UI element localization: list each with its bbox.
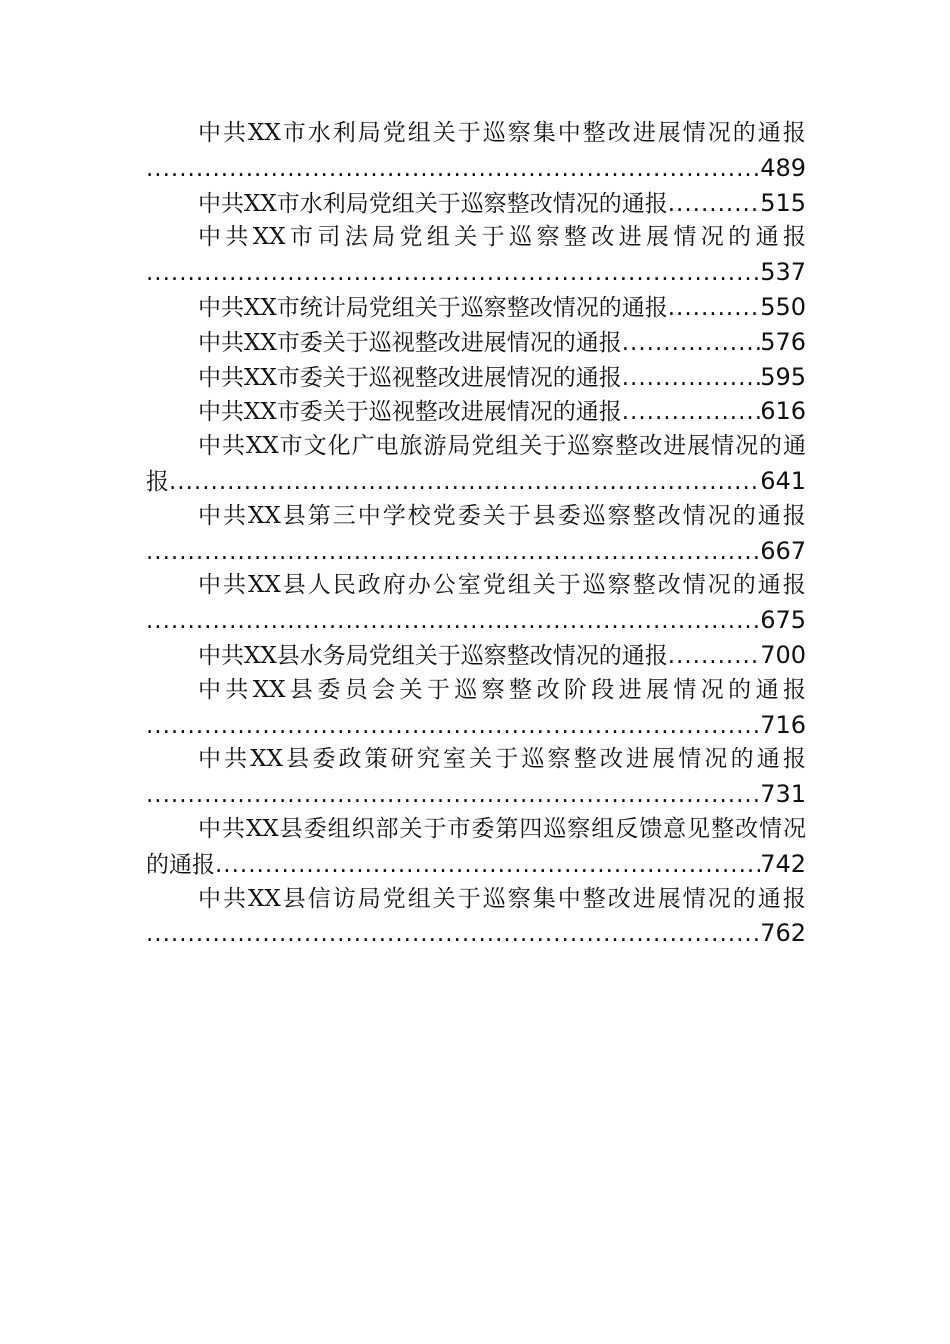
dot-leader	[146, 709, 760, 743]
dot-leader	[622, 395, 760, 429]
toc-entry[interactable]	[146, 568, 806, 638]
page-number: 700	[760, 640, 806, 669]
toc-entry[interactable]	[146, 325, 806, 360]
toc-entry-title: 中共XX市委关于巡视整改进展情况的通报	[198, 329, 622, 356]
page-number: 742	[760, 849, 806, 878]
page-number: 489	[760, 153, 806, 182]
toc-entry-title: 中共XX市统计局党组关于巡察整改情况的通报	[198, 294, 668, 321]
dot-leader	[668, 187, 760, 221]
toc-entry-title-line: 中 共 XX 县 委 组 织 部 关 于 市 委 第 四 巡 察 组 反 馈 意 见 整 改 情 况	[198, 815, 806, 842]
toc-entry[interactable]	[146, 673, 806, 743]
page-number: 537	[760, 258, 806, 287]
toc-entry-title-line: 中 共 XX 县 信 访 局 党 组 关 于 巡 察 集 中 整 改 进 展 情 况 的 通 报	[198, 885, 806, 912]
toc-entry-title-continuation: 的通报	[146, 851, 215, 878]
page-number: 762	[760, 919, 806, 948]
page-number: 641	[760, 466, 806, 495]
dot-leader	[146, 152, 760, 186]
toc-entry[interactable]	[146, 882, 806, 952]
dot-leader	[169, 465, 760, 499]
toc-entry-title-line: 中 共 XX 县 委 员 会 关 于 巡 察 整 改 阶 段 进 展 情 况 的 通 报	[198, 676, 806, 703]
page-number: 595	[760, 362, 806, 391]
toc-entry-title: 中共XX市委关于巡视整改进展情况的通报	[198, 399, 622, 426]
page-number: 550	[760, 292, 806, 321]
toc-entry-title-line: 中 共 XX 市 水 利 局 党 组 关 于 巡 察 集 中 整 改 进 展 情 况 的 通 报	[198, 120, 806, 146]
toc-entry[interactable]	[146, 360, 806, 395]
toc-entry-title-continuation: 报	[146, 468, 169, 495]
dot-leader	[215, 848, 760, 882]
toc-entry[interactable]	[146, 290, 806, 325]
page-number: 675	[760, 606, 806, 635]
toc-entry[interactable]	[146, 394, 806, 429]
dot-leader	[668, 291, 760, 325]
toc-entry[interactable]	[146, 220, 806, 290]
page-number: 731	[760, 780, 806, 809]
toc-entry-title-line: 中 共 XX 市 文 化 广 电 旅 游 局 党 组 关 于 巡 察 整 改 进 展 情 况 的 通	[198, 433, 806, 460]
toc-entry-title-line: 中 共 XX 市 司 法 局 党 组 关 于 巡 察 整 改 进 展 情 况 的 通 报	[198, 224, 806, 251]
toc-entry-title: 中共XX市水利局党组关于巡察整改情况的通报	[198, 190, 668, 217]
toc-entry[interactable]	[146, 429, 806, 499]
dot-leader	[146, 535, 760, 569]
dot-leader	[146, 604, 760, 638]
dot-leader	[146, 256, 760, 290]
dot-leader	[622, 361, 760, 395]
toc-entry[interactable]	[146, 499, 806, 569]
toc-entry-title-line: 中 共 XX 县 人 民 政 府 办 公 室 党 组 关 于 巡 察 整 改 情 况 的 通 报	[198, 572, 806, 599]
page-number: 667	[760, 536, 806, 565]
toc-entry-title-line: 中 共 XX 县 第 三 中 学 校 党 委 关 于 县 委 巡 察 整 改 情 况 的 通 报	[198, 502, 806, 529]
toc-entry-title-line: 中 共 XX 县 委 政 策 研 究 室 关 于 巡 察 整 改 进 展 情 况 的 通 报	[198, 746, 806, 773]
toc-entry[interactable]	[146, 812, 806, 882]
page-number: 716	[760, 710, 806, 739]
page-number: 515	[760, 188, 806, 217]
toc-entry-title: 中共XX市委关于巡视整改进展情况的通报	[198, 364, 622, 391]
dot-leader	[146, 917, 760, 951]
page-number: 576	[760, 327, 806, 356]
page-number: 616	[760, 397, 806, 426]
toc-entry[interactable]	[146, 186, 806, 221]
toc-entry[interactable]	[146, 742, 806, 812]
toc-entry-title: 中共XX县水务局党组关于巡察整改情况的通报	[198, 642, 668, 669]
dot-leader	[622, 326, 760, 360]
toc-entry[interactable]	[146, 638, 806, 673]
table-of-contents	[146, 116, 806, 951]
toc-entry[interactable]	[146, 116, 806, 186]
dot-leader	[668, 639, 760, 673]
dot-leader	[146, 778, 760, 812]
